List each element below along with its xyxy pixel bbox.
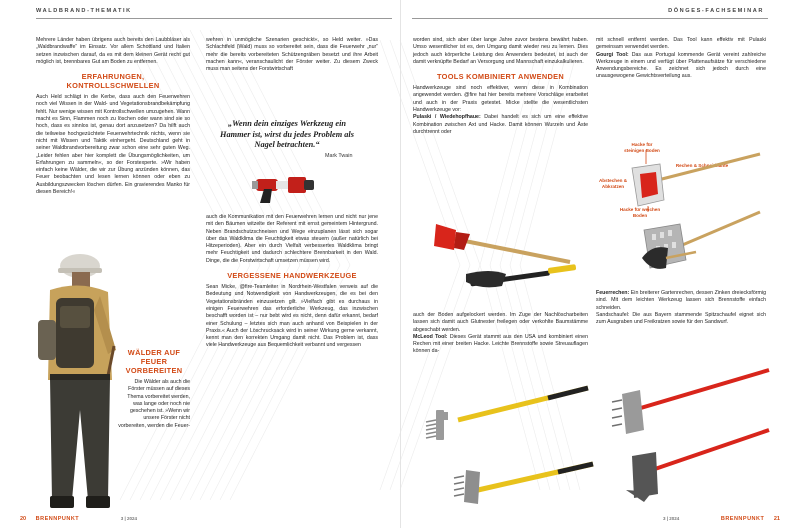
heading-erfahrungen: ERFAHRUNGEN, KONTROLLSCHWELLEN bbox=[66, 72, 160, 91]
column-1-lower bbox=[118, 348, 190, 430]
footer-left bbox=[20, 516, 137, 522]
label-rechen: Rechen & Schneidkante bbox=[675, 163, 729, 168]
column-1 bbox=[36, 37, 190, 196]
tool-text-pulaski: Dabei handelt es sich um eine effektive Kombination zwischen Axt und Hacke. Damit können Wurzeln und Äste durchtrennt oder bbox=[413, 114, 588, 135]
paragraph: auch die Kommunikation mit den Feuerwehren lernen und nicht nur jene mit den Bäumen witzelte der Referent mit ernst gemeintem Hintergrund. Neben Brandschutzschneisen und Wege einzuplanen lässt sich sogar über das Waldklima die Feuchtigkeit etwas steuern (außer natürlich bei Hitzeperioden). Aber ein durch Vielfalt verbessertes Waldklima bringt mehr Feuchtigkeit und dadurch schlechtere Brennbarkeit in den Wald. Dinge, die die Forstwirtschaft umsetzen müssen wird. bbox=[206, 214, 378, 264]
heading-handwerkzeuge: VERGESSENE HANDWERKZEUGE bbox=[227, 271, 357, 281]
firefighter-image bbox=[28, 250, 120, 512]
brand-right: BRENNPUNKT bbox=[720, 516, 765, 522]
paragraph: Die Wälder als auch die Förster müssen auf dieses Thema vorbereitet werden, was lange oder noch nie geschehen ist. »Wenn wir unsere Förster nicht vorbereiten, werden die Feuer- bbox=[118, 379, 190, 429]
paragraph: Handwerkzeuge sind noch effektiver, wenn diese in Kombination angewendet werden. @fire hat hier bereits mehrere Vorschläge erarbeitet und auch in der Praxis getestet. Micke stellte die wesentlichsten Handwerkzeuge vor: bbox=[413, 85, 588, 114]
tool-name-feuerrechen: Feuerrechen: bbox=[596, 290, 630, 296]
brand-left: BRENNPUNKT bbox=[35, 516, 80, 522]
tool-name-gourgi: Gourgi Tool: bbox=[596, 51, 629, 58]
paragraph bbox=[413, 114, 588, 136]
heading-tools: TOOLS KOMBINIERT ANWENDEN bbox=[437, 72, 564, 82]
issue-right: 3 | 2024 bbox=[663, 516, 680, 521]
column-4-lower bbox=[596, 290, 766, 326]
paragraph: auch der Boden aufgelockert werden. Im Zuge der Nachlöscharbeiten lassen sich damit auch Glutnester freilegen oder verkohlte Baumstämme abgeschabt werden. bbox=[413, 312, 588, 333]
issue-left: 3 | 2024 bbox=[120, 516, 137, 521]
tool-name-pulaski: Pulaski / Wiedehopfhaue: bbox=[413, 114, 481, 121]
page-number-right: 21 bbox=[773, 516, 780, 522]
section-label-left: WALDBRAND-THEMATIK bbox=[36, 8, 132, 14]
label-hacke-weich: Hacke für weichen Boden bbox=[619, 207, 661, 218]
pulaski-image bbox=[430, 210, 580, 305]
section-label-right: DÖNGES-FACHSEMINAR bbox=[668, 8, 764, 14]
paragraph: mit schnell entfernt werden. Das Tool kann effektiv mit Pulaski gemeinsam verwendet werden. bbox=[596, 37, 766, 51]
pull-quote: „Wenn dein einziges Werkzeug ein Hammer ist, wirst du jedes Problem als Nagel betrachten.“ bbox=[220, 119, 354, 149]
tool-blade-image bbox=[638, 238, 698, 278]
paragraph: Sandschaufel: Die aus Bayern stammende Spitzschaufel eignet sich zum Ausgraben und Freikratzen sowie für den Sandwurf. bbox=[596, 311, 766, 326]
paragraph: Mehrere Länder haben übrigens auch bereits den Laubbläser als „Waldbrandwaffe“ im Einsatz. Vor allem Schottland und Italien setzen inzwischen darauf, da es mit dem kleinen Gerät recht gut möglich ist, brennbares Gut am Boden zu entfernen. bbox=[36, 37, 190, 65]
column-3-lower bbox=[413, 312, 588, 356]
paragraph: Sean Micke, @fire-Teamleiter in Nordrhein-Westfalen verweis auf die Bedeutung und Notwendigkeit von Handwerkzeugen, die es bei den Vegetationsbränden einzusetzen gilt. »Vielfach gibt es durchaus in einigen Feuerwehren das erforderliche Werkzeug, das inzwischen beschafft worden ist – nur bebt wird es nicht, denn dafür erkannt, bedarf einer Schulung – letztes sich man auch anhand von Beispielen in der Praxis.« Auch der Löschrucksack wird in seiner Wirkung gerne verkannt, kennt man den korrekten Umgang damit nicht. Das Problem ist, dass viele Handwerkzeuge aus Bequemlichkeit verbannt und vergessen bbox=[206, 284, 378, 349]
mcleod-tool-image bbox=[408, 380, 598, 510]
paragraph bbox=[596, 290, 766, 312]
label-hacke-steinig: Hacke für steinigen Boden bbox=[624, 142, 660, 153]
paragraph: wehren in unmögliche Szenarien geschickt«, so Held weiter. »Das Schlachtfeld (Wald) muss so vorbereitet sein, dass die Feuerwehr „nur“ mehr die bereits vorbereiteten Schützengräben besetzt und ihre Arbeit machen kann«, veranschaulicht der Förster weiter. Zu diesem Zweck muss man seitens der Forstwirtschaft bbox=[206, 37, 378, 73]
column-2 bbox=[206, 37, 378, 73]
feuerrechen-image bbox=[604, 360, 774, 510]
paragraph: Auch Held schlägt in die Kerbe, dass auch den Feuerwehren noch viel Wissen in der Wald- und Vegetationsbrandbekämpfung fehlt. Nur wenige wissen mit Kontrollschwellen umzugehen. Wann macht es Sinn, Flammen noch zu löschen oder wann sind sie so hoch, dass es sinnlos ist, genau dort anzusetzen? Da hilft auch die teilweise hochgezüchtete Feuerwehrtechnik nichts, wenn sie nicht mit Wissen und Taktik einhergeht. Deutschland geht in seiner Waldbrandvorbereitung zwar schon eine sehr guten Weg. „Leider fehlen aber hier komplett die Übungsmöglichkeiten, um Erfahrungen zu sammeln«, so der Forstexperte. »Wir haben einfach keine Wälder, die wir zur Übung anzünden können, das Feuer beobachten und lesen lernen können oder eben zu Ausbildungszwecken löschen dürfen. Ein gravierendes Manko für diesen Bereich!« bbox=[36, 94, 190, 196]
nozzle-image bbox=[250, 165, 320, 205]
heading-waelder: WÄLDER AUF FEUER VORBEREITEN bbox=[125, 348, 183, 375]
tool-name-mcleod: McLeod Tool: bbox=[413, 333, 448, 340]
quote-author: Mark Twain bbox=[325, 153, 353, 159]
tool-text-mcleod: Dieses Gerät stammt aus den USA und kombiniert einen Rechen mit einer breiten Hacke. Leichte Brennstoffe sowie Streuauflagen können da- bbox=[413, 333, 588, 355]
paragraph: worden sind, sich aber über lange Jahre zuvor bestens bewährt haben. Umso wesentlicher ist es, den Umgang damit wieder neu zu lernen. Dies jedoch auch körperliche Leistung des Anwenders bedeutet, ist auch der damit verknüpfte Bedarf an Versorgung und Mannschaft einzukalkulieren. bbox=[413, 37, 588, 65]
footer-right bbox=[663, 516, 780, 522]
paragraph bbox=[413, 334, 588, 356]
paragraph bbox=[596, 52, 766, 81]
label-abstechen: Abstechen & Abkratzen bbox=[598, 178, 628, 189]
column-4 bbox=[596, 37, 766, 81]
gutter bbox=[400, 0, 401, 528]
page-number-left: 20 bbox=[20, 516, 27, 522]
column-2-mid bbox=[206, 214, 378, 350]
tool-text-feuerrechen: Ein breiterer Gartenrechen, dessen Zinken dreiecksförmig sind. Mit dem leichten Werkzeug lassen sich Brennstoffe einfach schneiden. bbox=[596, 290, 766, 311]
tool-text-gourgi: Das aus Portugal kommende Gerät vereint zahlreiche Werkzeuge in einem und verfügt über Plattenaufsätze für verschiedene Anwendungsbereiche. Es zeichnet sich jedoch durch eine unausgewogene Gewichtsverteilung aus. bbox=[596, 51, 766, 80]
header-rule-right bbox=[412, 18, 768, 19]
header-rule-left bbox=[36, 18, 392, 19]
column-3 bbox=[413, 37, 588, 136]
